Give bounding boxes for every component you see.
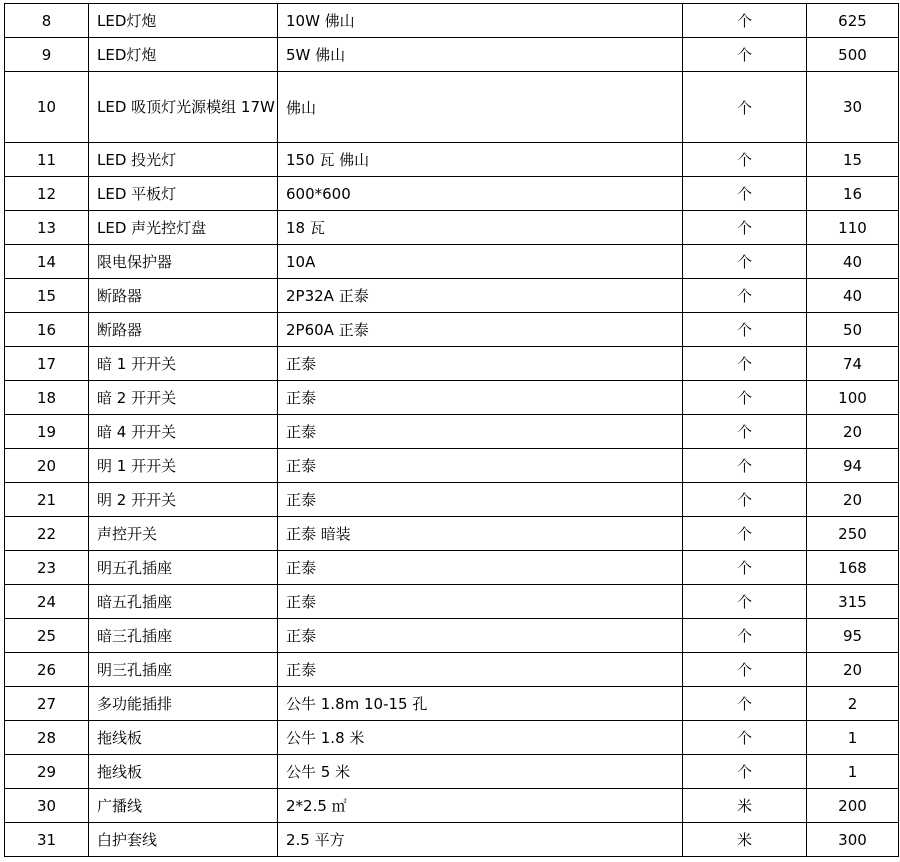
table-row — [5, 143, 899, 177]
row-number: 15 — [5, 279, 89, 313]
item-quantity: 200 — [807, 789, 899, 823]
item-spec: 佛山 — [278, 72, 683, 143]
item-name: 广播线 — [89, 789, 278, 823]
item-name: 断路器 — [89, 279, 278, 313]
row-number: 8 — [5, 4, 89, 38]
item-unit: 个 — [683, 415, 807, 449]
table-row — [5, 517, 899, 551]
item-quantity: 100 — [807, 381, 899, 415]
item-quantity: 20 — [807, 483, 899, 517]
item-spec: 正泰 — [278, 585, 683, 619]
row-number: 24 — [5, 585, 89, 619]
item-name: LED灯炮 — [89, 38, 278, 72]
materials-table-body — [5, 4, 899, 857]
item-unit: 个 — [683, 755, 807, 789]
row-number: 18 — [5, 381, 89, 415]
row-number: 12 — [5, 177, 89, 211]
table-row — [5, 4, 899, 38]
table-row — [5, 755, 899, 789]
item-quantity: 300 — [807, 823, 899, 857]
item-quantity: 40 — [807, 279, 899, 313]
item-unit: 个 — [683, 687, 807, 721]
table-row — [5, 38, 899, 72]
item-spec: 10A — [278, 245, 683, 279]
item-unit: 个 — [683, 517, 807, 551]
row-number: 28 — [5, 721, 89, 755]
item-spec: 18 瓦 — [278, 211, 683, 245]
item-unit: 个 — [683, 279, 807, 313]
item-unit: 个 — [683, 653, 807, 687]
item-name: 暗三孔插座 — [89, 619, 278, 653]
row-number: 11 — [5, 143, 89, 177]
item-name: 暗 2 开开关 — [89, 381, 278, 415]
item-quantity: 15 — [807, 143, 899, 177]
row-number: 10 — [5, 72, 89, 143]
item-spec: 正泰 — [278, 449, 683, 483]
item-quantity: 250 — [807, 517, 899, 551]
table-row — [5, 483, 899, 517]
item-unit: 个 — [683, 211, 807, 245]
row-number: 22 — [5, 517, 89, 551]
item-name: 多功能插排 — [89, 687, 278, 721]
item-spec: 2P32A 正泰 — [278, 279, 683, 313]
item-name: 断路器 — [89, 313, 278, 347]
item-spec: 公牛 1.8m 10-15 孔 — [278, 687, 683, 721]
row-number: 29 — [5, 755, 89, 789]
row-number: 25 — [5, 619, 89, 653]
item-unit: 个 — [683, 38, 807, 72]
item-unit: 个 — [683, 177, 807, 211]
row-number: 21 — [5, 483, 89, 517]
item-spec: 正泰 — [278, 415, 683, 449]
item-spec: 正泰 暗装 — [278, 517, 683, 551]
row-number: 26 — [5, 653, 89, 687]
item-name: LED 投光灯 — [89, 143, 278, 177]
item-unit: 个 — [683, 4, 807, 38]
item-name: 白护套线 — [89, 823, 278, 857]
row-number: 23 — [5, 551, 89, 585]
item-name: 声控开关 — [89, 517, 278, 551]
item-name: LED 吸顶灯光源模组 17W — [89, 72, 278, 143]
item-name: LED 平板灯 — [89, 177, 278, 211]
item-spec: 公牛 1.8 米 — [278, 721, 683, 755]
item-name: 明 1 开开关 — [89, 449, 278, 483]
item-quantity: 30 — [807, 72, 899, 143]
table-row — [5, 789, 899, 823]
item-spec: 2P60A 正泰 — [278, 313, 683, 347]
item-quantity: 95 — [807, 619, 899, 653]
item-unit: 个 — [683, 551, 807, 585]
row-number: 20 — [5, 449, 89, 483]
item-name: 拖线板 — [89, 721, 278, 755]
item-name: 明 2 开开关 — [89, 483, 278, 517]
item-spec: 正泰 — [278, 619, 683, 653]
item-name: LED 声光控灯盘 — [89, 211, 278, 245]
table-row — [5, 279, 899, 313]
item-unit: 个 — [683, 449, 807, 483]
table-row — [5, 721, 899, 755]
materials-table — [4, 3, 899, 857]
item-spec: 公牛 5 米 — [278, 755, 683, 789]
item-quantity: 110 — [807, 211, 899, 245]
row-number: 9 — [5, 38, 89, 72]
row-number: 16 — [5, 313, 89, 347]
item-quantity: 16 — [807, 177, 899, 211]
item-quantity: 20 — [807, 653, 899, 687]
table-row — [5, 551, 899, 585]
item-name: 暗 1 开开关 — [89, 347, 278, 381]
item-spec: 150 瓦 佛山 — [278, 143, 683, 177]
item-unit: 个 — [683, 245, 807, 279]
item-spec: 正泰 — [278, 381, 683, 415]
item-unit: 个 — [683, 72, 807, 143]
table-row — [5, 245, 899, 279]
item-spec: 2.5 平方 — [278, 823, 683, 857]
item-name: 暗五孔插座 — [89, 585, 278, 619]
item-quantity: 1 — [807, 755, 899, 789]
table-row — [5, 823, 899, 857]
item-quantity: 500 — [807, 38, 899, 72]
item-unit: 个 — [683, 619, 807, 653]
item-quantity: 1 — [807, 721, 899, 755]
item-unit: 米 — [683, 789, 807, 823]
row-number: 30 — [5, 789, 89, 823]
row-number: 19 — [5, 415, 89, 449]
item-quantity: 40 — [807, 245, 899, 279]
table-row — [5, 313, 899, 347]
row-number: 14 — [5, 245, 89, 279]
table-row — [5, 585, 899, 619]
item-unit: 个 — [683, 313, 807, 347]
table-row — [5, 381, 899, 415]
item-name: LED灯炮 — [89, 4, 278, 38]
item-unit: 个 — [683, 585, 807, 619]
item-spec: 正泰 — [278, 347, 683, 381]
item-unit: 个 — [683, 381, 807, 415]
item-unit: 个 — [683, 143, 807, 177]
item-name: 明五孔插座 — [89, 551, 278, 585]
item-spec: 600*600 — [278, 177, 683, 211]
item-unit: 个 — [683, 721, 807, 755]
item-unit: 米 — [683, 823, 807, 857]
item-spec: 10W 佛山 — [278, 4, 683, 38]
table-row — [5, 177, 899, 211]
item-quantity: 74 — [807, 347, 899, 381]
item-spec: 5W 佛山 — [278, 38, 683, 72]
item-quantity: 20 — [807, 415, 899, 449]
item-spec: 正泰 — [278, 551, 683, 585]
item-name: 暗 4 开开关 — [89, 415, 278, 449]
item-spec: 2*2.5 ㎡ — [278, 789, 683, 823]
row-number: 31 — [5, 823, 89, 857]
item-quantity: 94 — [807, 449, 899, 483]
item-spec: 正泰 — [278, 653, 683, 687]
row-number: 27 — [5, 687, 89, 721]
item-quantity: 625 — [807, 4, 899, 38]
item-name: 限电保护器 — [89, 245, 278, 279]
row-number: 13 — [5, 211, 89, 245]
table-row — [5, 211, 899, 245]
item-quantity: 168 — [807, 551, 899, 585]
item-unit: 个 — [683, 483, 807, 517]
item-spec: 正泰 — [278, 483, 683, 517]
table-row — [5, 72, 899, 143]
table-row — [5, 687, 899, 721]
table-row — [5, 619, 899, 653]
row-number: 17 — [5, 347, 89, 381]
table-row — [5, 347, 899, 381]
item-quantity: 2 — [807, 687, 899, 721]
item-quantity: 50 — [807, 313, 899, 347]
item-name: 明三孔插座 — [89, 653, 278, 687]
table-row — [5, 449, 899, 483]
item-quantity: 315 — [807, 585, 899, 619]
table-row — [5, 415, 899, 449]
item-unit: 个 — [683, 347, 807, 381]
item-name: 拖线板 — [89, 755, 278, 789]
table-row — [5, 653, 899, 687]
